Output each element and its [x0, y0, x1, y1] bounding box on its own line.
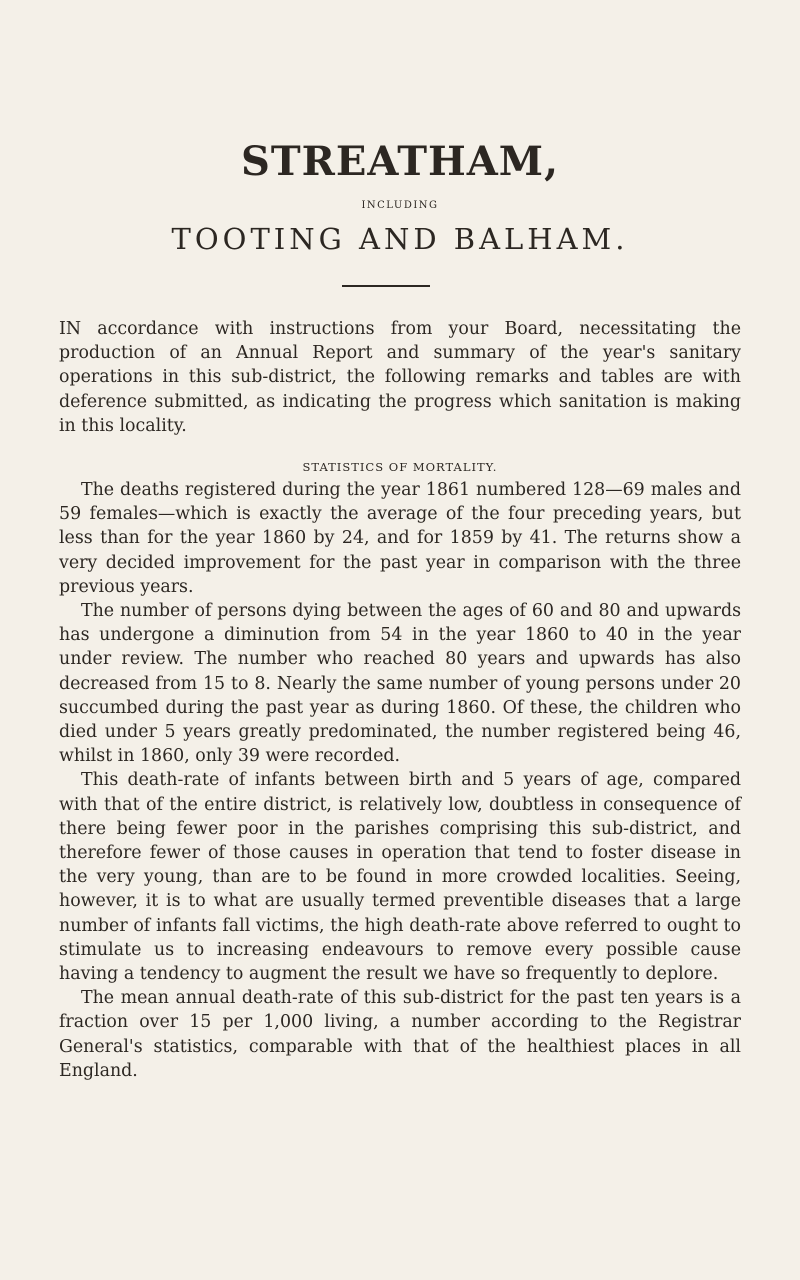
intro-paragraph: IN accordance with instructions from your Board, necessitating the production of an Annual Report and summary of the year's sanitary operations in this sub-district, the following remarks and tables are with deference submitted, as indicating the progress which sanitation is making in this locality.: [59, 319, 741, 436]
paragraph-ages: The number of persons dying between the ages of 60 and 80 and upwards has undergone a diminution from 54 in the year 1860 to 40 in the year under review. The number who reached 80 years and upwards has also decreased from 15 to 8. Nearly the same number of young persons under 20 succumbed during the past year as during 1860. Of these, the children who died under 5 years greatly predominated, the number registered being 46, whilst in 1860, only 39 were recorded.: [59, 601, 741, 767]
statistics-body: [59, 478, 741, 1083]
title-divider: [342, 285, 430, 287]
page-subtitle: TOOTING AND BALHAM.: [171, 222, 629, 256]
paragraph-infants: This death-rate of infants between birth and 5 years of age, compared with that of the entire district, is relatively low, doubtless in consequence of there being fewer poor in the parishes comprising this sub-district, and therefore fewer of those causes in operation that tend to foster disease in the very young, than are to be found in more crowded localities. Seeing, however, it is to what are usually termed preventible diseases that a large number of infants fall victims, the high death-rate above referred to ought to stimulate us to increasing endeavours to remove every possible cause having a tendency to augment the result we have so frequently to deplore.: [59, 770, 741, 985]
page-title: STREATHAM,: [240, 138, 560, 185]
paragraph-deaths: The deaths registered during the year 1861 numbered 128—69 males and 59 females—which is exactly the average of the four preceding years, but less than for the year 1860 by 24, and for 1859 by 41. The returns show a very decided improvement for the past year in comparison with the three previous years.: [59, 480, 741, 597]
paragraph-mean-rate: The mean annual death-rate of this sub-district for the past ten years is a fraction over 15 per 1,000 living, a number according to the Registrar General's statistics, comparable with that of the healthiest places in all England.: [59, 988, 741, 1081]
section-heading: STATISTICS OF MORTALITY.: [302, 460, 498, 474]
including-label: INCLUDING: [361, 200, 439, 211]
intro-block: [59, 317, 741, 438]
